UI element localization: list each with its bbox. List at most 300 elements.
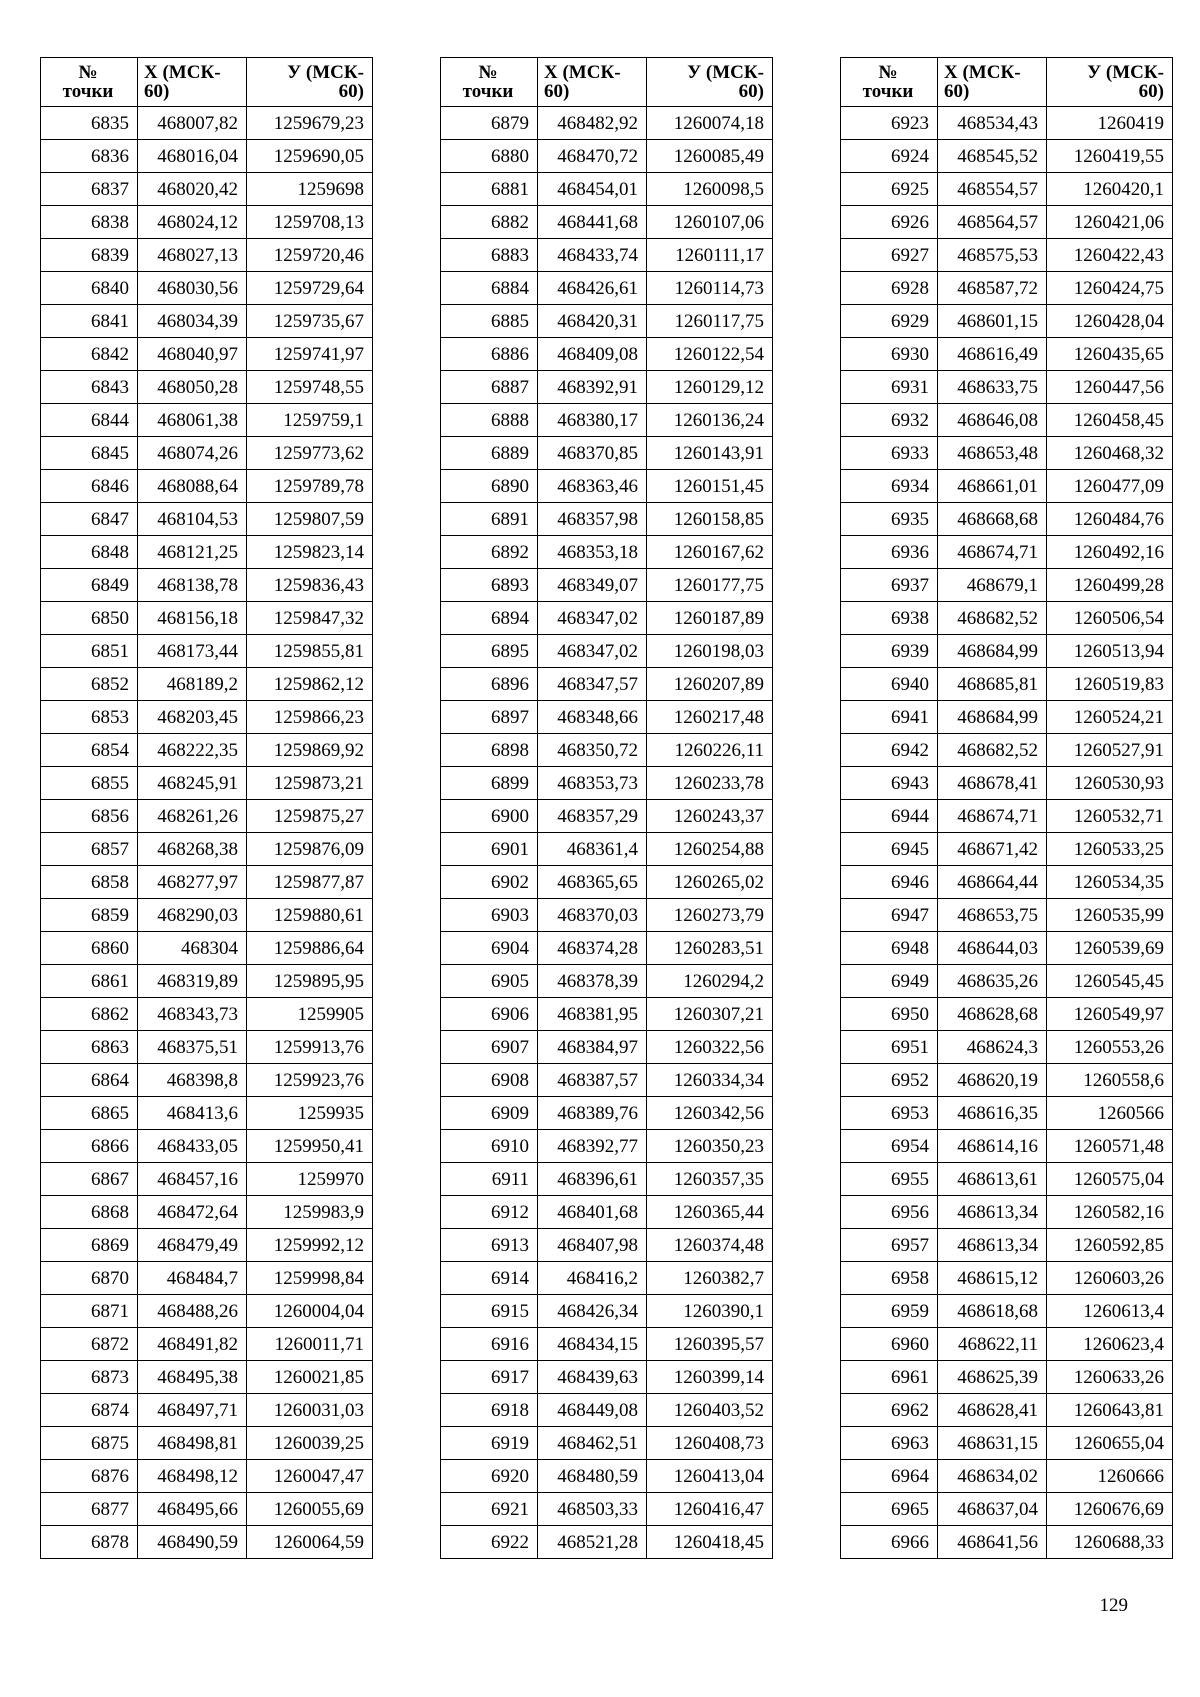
y-coordinate-cell: 1260420,1 xyxy=(1047,173,1173,206)
table-row xyxy=(841,1460,1173,1493)
point-number-cell: 6909 xyxy=(441,1097,538,1130)
header-y-coordinate: У (МСК- 60) xyxy=(247,58,373,107)
y-coordinate-cell: 1260571,48 xyxy=(1047,1130,1173,1163)
x-coordinate-cell: 468490,59 xyxy=(138,1526,247,1559)
y-coordinate-cell: 1259876,09 xyxy=(247,833,373,866)
y-coordinate-cell: 1260177,75 xyxy=(647,569,773,602)
y-coordinate-cell: 1260458,45 xyxy=(1047,404,1173,437)
point-number-cell: 6901 xyxy=(441,833,538,866)
table-row xyxy=(841,536,1173,569)
y-coordinate-cell: 1260413,04 xyxy=(647,1460,773,1493)
table-header-row xyxy=(841,58,1173,107)
table-row xyxy=(841,1295,1173,1328)
point-number-cell: 6860 xyxy=(41,932,138,965)
y-coordinate-cell: 1260468,32 xyxy=(1047,437,1173,470)
y-coordinate-cell: 1259741,97 xyxy=(247,338,373,371)
y-coordinate-cell: 1260273,79 xyxy=(647,899,773,932)
table-row xyxy=(841,173,1173,206)
y-coordinate-cell: 1260603,26 xyxy=(1047,1262,1173,1295)
table-row xyxy=(41,1361,373,1394)
x-coordinate-cell: 468434,15 xyxy=(538,1328,647,1361)
y-coordinate-cell: 1260532,71 xyxy=(1047,800,1173,833)
table-row xyxy=(441,239,773,272)
table-row xyxy=(441,206,773,239)
x-coordinate-cell: 468644,03 xyxy=(938,932,1047,965)
x-coordinate-cell: 468290,03 xyxy=(138,899,247,932)
x-coordinate-cell: 468304 xyxy=(138,932,247,965)
x-coordinate-cell: 468484,7 xyxy=(138,1262,247,1295)
y-coordinate-cell: 1260424,75 xyxy=(1047,272,1173,305)
table-row xyxy=(841,569,1173,602)
x-coordinate-cell: 468462,51 xyxy=(538,1427,647,1460)
point-number-cell: 6954 xyxy=(841,1130,938,1163)
table-row xyxy=(441,140,773,173)
x-coordinate-cell: 468034,39 xyxy=(138,305,247,338)
y-coordinate-cell: 1259886,64 xyxy=(247,932,373,965)
x-coordinate-cell: 468653,75 xyxy=(938,899,1047,932)
point-number-cell: 6876 xyxy=(41,1460,138,1493)
point-number-cell: 6916 xyxy=(441,1328,538,1361)
point-number-cell: 6959 xyxy=(841,1295,938,1328)
x-coordinate-cell: 468401,68 xyxy=(538,1196,647,1229)
y-coordinate-cell: 1260226,11 xyxy=(647,734,773,767)
point-number-cell: 6842 xyxy=(41,338,138,371)
point-number-cell: 6840 xyxy=(41,272,138,305)
point-number-cell: 6835 xyxy=(41,107,138,140)
table-row xyxy=(441,965,773,998)
point-number-cell: 6850 xyxy=(41,602,138,635)
x-coordinate-cell: 468016,04 xyxy=(138,140,247,173)
point-number-cell: 6939 xyxy=(841,635,938,668)
table-row xyxy=(41,1526,373,1559)
table-row xyxy=(841,1328,1173,1361)
x-coordinate-cell: 468381,95 xyxy=(538,998,647,1031)
page-number: 129 xyxy=(1099,1595,1128,1616)
x-coordinate-cell: 468370,85 xyxy=(538,437,647,470)
y-coordinate-cell: 1259913,76 xyxy=(247,1031,373,1064)
x-coordinate-cell: 468433,74 xyxy=(538,239,647,272)
x-coordinate-cell: 468457,16 xyxy=(138,1163,247,1196)
y-coordinate-cell: 1260633,26 xyxy=(1047,1361,1173,1394)
point-number-cell: 6905 xyxy=(441,965,538,998)
point-number-cell: 6911 xyxy=(441,1163,538,1196)
point-number-cell: 6885 xyxy=(441,305,538,338)
x-coordinate-cell: 468618,68 xyxy=(938,1295,1047,1328)
point-number-cell: 6948 xyxy=(841,932,938,965)
point-number-cell: 6922 xyxy=(441,1526,538,1559)
table-row xyxy=(441,569,773,602)
table-row xyxy=(841,668,1173,701)
y-coordinate-cell: 1260004,04 xyxy=(247,1295,373,1328)
header-point-number: № точки xyxy=(41,58,138,107)
point-number-cell: 6894 xyxy=(441,602,538,635)
point-number-cell: 6865 xyxy=(41,1097,138,1130)
table-row xyxy=(841,140,1173,173)
point-number-cell: 6871 xyxy=(41,1295,138,1328)
point-number-cell: 6950 xyxy=(841,998,938,1031)
point-number-cell: 6874 xyxy=(41,1394,138,1427)
y-coordinate-cell: 1259905 xyxy=(247,998,373,1031)
y-coordinate-cell: 1260207,89 xyxy=(647,668,773,701)
x-coordinate-cell: 468684,99 xyxy=(938,701,1047,734)
y-coordinate-cell: 1259847,32 xyxy=(247,602,373,635)
y-coordinate-cell: 1260129,12 xyxy=(647,371,773,404)
x-coordinate-cell: 468277,97 xyxy=(138,866,247,899)
y-coordinate-cell: 1259679,23 xyxy=(247,107,373,140)
y-coordinate-cell: 1260643,81 xyxy=(1047,1394,1173,1427)
table-row xyxy=(841,1262,1173,1295)
point-number-cell: 6898 xyxy=(441,734,538,767)
point-number-cell: 6857 xyxy=(41,833,138,866)
table-row xyxy=(441,1097,773,1130)
x-coordinate-cell: 468491,82 xyxy=(138,1328,247,1361)
y-coordinate-cell: 1260545,45 xyxy=(1047,965,1173,998)
x-coordinate-cell: 468684,99 xyxy=(938,635,1047,668)
y-coordinate-cell: 1260167,62 xyxy=(647,536,773,569)
point-number-cell: 6839 xyxy=(41,239,138,272)
point-number-cell: 6848 xyxy=(41,536,138,569)
coordinates-table-1 xyxy=(40,57,373,1559)
table-row xyxy=(441,371,773,404)
y-coordinate-cell: 1260477,09 xyxy=(1047,470,1173,503)
x-coordinate-cell: 468674,71 xyxy=(938,800,1047,833)
table-row xyxy=(41,437,373,470)
table-row xyxy=(41,1097,373,1130)
y-coordinate-cell: 1259998,84 xyxy=(247,1262,373,1295)
table-row xyxy=(841,998,1173,1031)
x-coordinate-cell: 468497,71 xyxy=(138,1394,247,1427)
table-row xyxy=(841,602,1173,635)
x-coordinate-cell: 468646,08 xyxy=(938,404,1047,437)
point-number-cell: 6931 xyxy=(841,371,938,404)
y-coordinate-cell: 1260419 xyxy=(1047,107,1173,140)
table-row xyxy=(41,1262,373,1295)
point-number-cell: 6855 xyxy=(41,767,138,800)
y-coordinate-cell: 1260582,16 xyxy=(1047,1196,1173,1229)
y-coordinate-cell: 1260158,85 xyxy=(647,503,773,536)
y-coordinate-cell: 1260114,73 xyxy=(647,272,773,305)
table-row xyxy=(441,1031,773,1064)
point-number-cell: 6900 xyxy=(441,800,538,833)
point-number-cell: 6844 xyxy=(41,404,138,437)
y-coordinate-cell: 1259748,55 xyxy=(247,371,373,404)
table-row xyxy=(441,1295,773,1328)
table-row xyxy=(841,1196,1173,1229)
point-number-cell: 6868 xyxy=(41,1196,138,1229)
x-coordinate-cell: 468365,65 xyxy=(538,866,647,899)
y-coordinate-cell: 1260655,04 xyxy=(1047,1427,1173,1460)
x-coordinate-cell: 468439,63 xyxy=(538,1361,647,1394)
table-row xyxy=(841,1493,1173,1526)
table-row xyxy=(841,1064,1173,1097)
table-row xyxy=(441,1328,773,1361)
table-row xyxy=(41,800,373,833)
point-number-cell: 6866 xyxy=(41,1130,138,1163)
y-coordinate-cell: 1260198,03 xyxy=(647,635,773,668)
point-number-cell: 6949 xyxy=(841,965,938,998)
y-coordinate-cell: 1260492,16 xyxy=(1047,536,1173,569)
table-row xyxy=(41,866,373,899)
table-row xyxy=(41,140,373,173)
table-row xyxy=(41,1328,373,1361)
y-coordinate-cell: 1260539,69 xyxy=(1047,932,1173,965)
table-row xyxy=(841,734,1173,767)
point-number-cell: 6955 xyxy=(841,1163,938,1196)
y-coordinate-cell: 1260484,76 xyxy=(1047,503,1173,536)
point-number-cell: 6853 xyxy=(41,701,138,734)
y-coordinate-cell: 1260403,52 xyxy=(647,1394,773,1427)
table-row xyxy=(841,1229,1173,1262)
table-row xyxy=(41,272,373,305)
x-coordinate-cell: 468685,81 xyxy=(938,668,1047,701)
y-coordinate-cell: 1260365,44 xyxy=(647,1196,773,1229)
point-number-cell: 6929 xyxy=(841,305,938,338)
point-number-cell: 6928 xyxy=(841,272,938,305)
table-row xyxy=(41,371,373,404)
y-coordinate-cell: 1260549,97 xyxy=(1047,998,1173,1031)
y-coordinate-cell: 1260524,21 xyxy=(1047,701,1173,734)
x-coordinate-cell: 468616,35 xyxy=(938,1097,1047,1130)
point-number-cell: 6899 xyxy=(441,767,538,800)
x-coordinate-cell: 468426,61 xyxy=(538,272,647,305)
header-y-coordinate: У (МСК- 60) xyxy=(647,58,773,107)
x-coordinate-cell: 468521,28 xyxy=(538,1526,647,1559)
point-number-cell: 6843 xyxy=(41,371,138,404)
table-row xyxy=(441,932,773,965)
table-row xyxy=(41,536,373,569)
table-row xyxy=(441,305,773,338)
point-number-cell: 6859 xyxy=(41,899,138,932)
point-number-cell: 6940 xyxy=(841,668,938,701)
x-coordinate-cell: 468384,97 xyxy=(538,1031,647,1064)
point-number-cell: 6882 xyxy=(441,206,538,239)
y-coordinate-cell: 1260064,59 xyxy=(247,1526,373,1559)
point-number-cell: 6942 xyxy=(841,734,938,767)
y-coordinate-cell: 1259735,67 xyxy=(247,305,373,338)
table-row xyxy=(41,338,373,371)
y-coordinate-cell: 1259807,59 xyxy=(247,503,373,536)
table-row xyxy=(841,899,1173,932)
x-coordinate-cell: 468482,92 xyxy=(538,107,647,140)
y-coordinate-cell: 1260085,49 xyxy=(647,140,773,173)
table-row xyxy=(441,899,773,932)
x-coordinate-cell: 468564,57 xyxy=(938,206,1047,239)
y-coordinate-cell: 1260623,4 xyxy=(1047,1328,1173,1361)
x-coordinate-cell: 468616,49 xyxy=(938,338,1047,371)
y-coordinate-cell: 1260499,28 xyxy=(1047,569,1173,602)
x-coordinate-cell: 468635,26 xyxy=(938,965,1047,998)
y-coordinate-cell: 1259862,12 xyxy=(247,668,373,701)
x-coordinate-cell: 468347,02 xyxy=(538,602,647,635)
y-coordinate-cell: 1260265,02 xyxy=(647,866,773,899)
table-row xyxy=(41,1460,373,1493)
x-coordinate-cell: 468203,45 xyxy=(138,701,247,734)
point-number-cell: 6862 xyxy=(41,998,138,1031)
y-coordinate-cell: 1260530,93 xyxy=(1047,767,1173,800)
table-row xyxy=(41,668,373,701)
y-coordinate-cell: 1260021,85 xyxy=(247,1361,373,1394)
table-row xyxy=(41,602,373,635)
x-coordinate-cell: 468361,4 xyxy=(538,833,647,866)
y-coordinate-cell: 1260098,5 xyxy=(647,173,773,206)
x-coordinate-cell: 468353,73 xyxy=(538,767,647,800)
y-coordinate-cell: 1260390,1 xyxy=(647,1295,773,1328)
point-number-cell: 6867 xyxy=(41,1163,138,1196)
y-coordinate-cell: 1259950,41 xyxy=(247,1130,373,1163)
y-coordinate-cell: 1260350,23 xyxy=(647,1130,773,1163)
point-number-cell: 6880 xyxy=(441,140,538,173)
point-number-cell: 6945 xyxy=(841,833,938,866)
point-number-cell: 6956 xyxy=(841,1196,938,1229)
point-number-cell: 6841 xyxy=(41,305,138,338)
x-coordinate-cell: 468625,39 xyxy=(938,1361,1047,1394)
table-row xyxy=(41,1493,373,1526)
x-coordinate-cell: 468222,35 xyxy=(138,734,247,767)
point-number-cell: 6837 xyxy=(41,173,138,206)
table-row xyxy=(41,404,373,437)
point-number-cell: 6883 xyxy=(441,239,538,272)
point-number-cell: 6861 xyxy=(41,965,138,998)
point-number-cell: 6914 xyxy=(441,1262,538,1295)
x-coordinate-cell: 468495,38 xyxy=(138,1361,247,1394)
point-number-cell: 6902 xyxy=(441,866,538,899)
y-coordinate-cell: 1260143,91 xyxy=(647,437,773,470)
x-coordinate-cell: 468040,97 xyxy=(138,338,247,371)
x-coordinate-cell: 468375,51 xyxy=(138,1031,247,1064)
x-coordinate-cell: 468634,02 xyxy=(938,1460,1047,1493)
header-x-coordinate: X (МСК- 60) xyxy=(138,58,247,107)
x-coordinate-cell: 468620,19 xyxy=(938,1064,1047,1097)
y-coordinate-cell: 1260418,45 xyxy=(647,1526,773,1559)
table-row xyxy=(441,1493,773,1526)
y-coordinate-cell: 1260688,33 xyxy=(1047,1526,1173,1559)
point-number-cell: 6845 xyxy=(41,437,138,470)
table-row xyxy=(441,635,773,668)
x-coordinate-cell: 468061,38 xyxy=(138,404,247,437)
y-coordinate-cell: 1259720,46 xyxy=(247,239,373,272)
y-coordinate-cell: 1260254,88 xyxy=(647,833,773,866)
point-number-cell: 6875 xyxy=(41,1427,138,1460)
point-number-cell: 6938 xyxy=(841,602,938,635)
x-coordinate-cell: 468480,59 xyxy=(538,1460,647,1493)
y-coordinate-cell: 1260307,21 xyxy=(647,998,773,1031)
table-header-row xyxy=(441,58,773,107)
point-number-cell: 6892 xyxy=(441,536,538,569)
x-coordinate-cell: 468637,04 xyxy=(938,1493,1047,1526)
table-row xyxy=(841,701,1173,734)
point-number-cell: 6937 xyxy=(841,569,938,602)
point-number-cell: 6966 xyxy=(841,1526,938,1559)
y-coordinate-cell: 1260435,65 xyxy=(1047,338,1173,371)
point-number-cell: 6854 xyxy=(41,734,138,767)
table-row xyxy=(841,1526,1173,1559)
table-row xyxy=(441,536,773,569)
point-number-cell: 6893 xyxy=(441,569,538,602)
table-header-row xyxy=(41,58,373,107)
table-row xyxy=(441,404,773,437)
table-row xyxy=(841,338,1173,371)
y-coordinate-cell: 1259789,78 xyxy=(247,470,373,503)
x-coordinate-cell: 468347,02 xyxy=(538,635,647,668)
point-number-cell: 6957 xyxy=(841,1229,938,1262)
point-number-cell: 6887 xyxy=(441,371,538,404)
x-coordinate-cell: 468614,16 xyxy=(938,1130,1047,1163)
y-coordinate-cell: 1259869,92 xyxy=(247,734,373,767)
point-number-cell: 6941 xyxy=(841,701,938,734)
x-coordinate-cell: 468347,57 xyxy=(538,668,647,701)
y-coordinate-cell: 1259836,43 xyxy=(247,569,373,602)
table-row xyxy=(441,734,773,767)
x-coordinate-cell: 468357,29 xyxy=(538,800,647,833)
table-row xyxy=(41,107,373,140)
y-coordinate-cell: 1260283,51 xyxy=(647,932,773,965)
table-row xyxy=(841,833,1173,866)
y-coordinate-cell: 1260151,45 xyxy=(647,470,773,503)
y-coordinate-cell: 1260506,54 xyxy=(1047,602,1173,635)
y-coordinate-cell: 1260357,35 xyxy=(647,1163,773,1196)
point-number-cell: 6906 xyxy=(441,998,538,1031)
table-row xyxy=(41,1163,373,1196)
y-coordinate-cell: 1260117,75 xyxy=(647,305,773,338)
x-coordinate-cell: 468488,26 xyxy=(138,1295,247,1328)
x-coordinate-cell: 468389,76 xyxy=(538,1097,647,1130)
point-number-cell: 6890 xyxy=(441,470,538,503)
table-row xyxy=(841,239,1173,272)
x-coordinate-cell: 468020,42 xyxy=(138,173,247,206)
y-coordinate-cell: 1260553,26 xyxy=(1047,1031,1173,1064)
header-y-coordinate: У (МСК- 60) xyxy=(1047,58,1173,107)
x-coordinate-cell: 468413,6 xyxy=(138,1097,247,1130)
point-number-cell: 6917 xyxy=(441,1361,538,1394)
table-row xyxy=(41,1394,373,1427)
x-coordinate-cell: 468682,52 xyxy=(938,734,1047,767)
table-row xyxy=(441,800,773,833)
x-coordinate-cell: 468392,91 xyxy=(538,371,647,404)
x-coordinate-cell: 468370,03 xyxy=(538,899,647,932)
y-coordinate-cell: 1260074,18 xyxy=(647,107,773,140)
point-number-cell: 6836 xyxy=(41,140,138,173)
point-number-cell: 6924 xyxy=(841,140,938,173)
point-number-cell: 6851 xyxy=(41,635,138,668)
point-number-cell: 6891 xyxy=(441,503,538,536)
x-coordinate-cell: 468392,77 xyxy=(538,1130,647,1163)
y-coordinate-cell: 1259895,95 xyxy=(247,965,373,998)
point-number-cell: 6930 xyxy=(841,338,938,371)
table-row xyxy=(441,1427,773,1460)
y-coordinate-cell: 1260233,78 xyxy=(647,767,773,800)
header-point-number: № точки xyxy=(841,58,938,107)
y-coordinate-cell: 1259992,12 xyxy=(247,1229,373,1262)
y-coordinate-cell: 1259983,9 xyxy=(247,1196,373,1229)
point-number-cell: 6910 xyxy=(441,1130,538,1163)
y-coordinate-cell: 1259729,64 xyxy=(247,272,373,305)
table-row xyxy=(441,272,773,305)
table-row xyxy=(841,371,1173,404)
x-coordinate-cell: 468624,3 xyxy=(938,1031,1047,1064)
point-number-cell: 6904 xyxy=(441,932,538,965)
x-coordinate-cell: 468470,72 xyxy=(538,140,647,173)
point-number-cell: 6912 xyxy=(441,1196,538,1229)
y-coordinate-cell: 1260447,56 xyxy=(1047,371,1173,404)
table-row xyxy=(41,701,373,734)
x-coordinate-cell: 468454,01 xyxy=(538,173,647,206)
point-number-cell: 6960 xyxy=(841,1328,938,1361)
x-coordinate-cell: 468353,18 xyxy=(538,536,647,569)
point-number-cell: 6947 xyxy=(841,899,938,932)
point-number-cell: 6872 xyxy=(41,1328,138,1361)
y-coordinate-cell: 1260243,37 xyxy=(647,800,773,833)
point-number-cell: 6920 xyxy=(441,1460,538,1493)
